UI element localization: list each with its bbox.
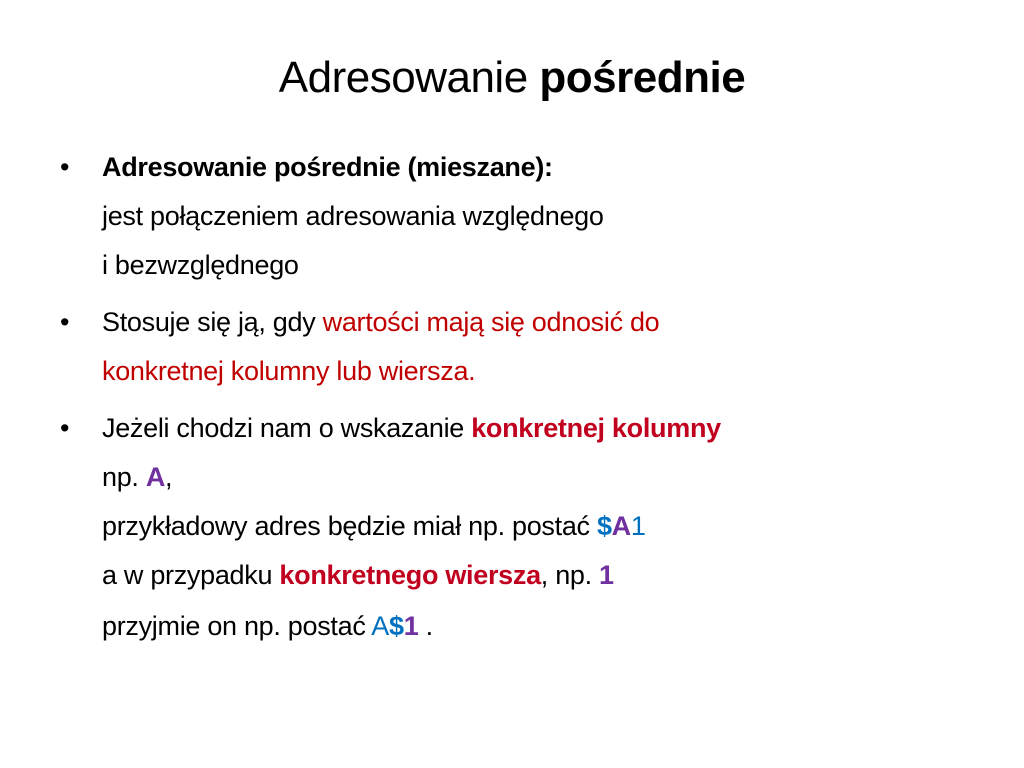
slide-content — [60, 143, 970, 661]
plain-text: , — [165, 462, 173, 492]
plain-text: a w przypadku — [102, 560, 280, 590]
bullet-text-line — [102, 502, 970, 551]
bullet-text: jest połączeniem adresowania względnego — [102, 201, 604, 231]
highlight-column-text: konkretnej kolumny — [471, 413, 721, 443]
bullet-dot-icon: • — [60, 413, 70, 443]
highlight-text: wartości mają się odnosić do — [322, 307, 660, 337]
address-column: A — [611, 511, 631, 541]
dollar-sign: $ — [388, 611, 404, 641]
address-row: 1 — [630, 511, 646, 541]
bullet-text-line — [102, 298, 970, 347]
bullet-dot-icon: • — [60, 152, 70, 182]
row-number: 1 — [599, 560, 614, 590]
address-column: A — [371, 611, 389, 641]
title-bold: pośrednie — [539, 53, 746, 102]
plain-text: przykładowy adres będzie miał np. postać — [102, 511, 597, 541]
plain-text: Stosuje się ją, gdy — [102, 307, 323, 337]
slide-title — [0, 48, 1024, 108]
bullet-text-line — [102, 404, 970, 453]
dollar-sign: $ — [596, 511, 612, 541]
highlight-text: konkretnej kolumny lub wiersza. — [102, 356, 476, 386]
bullet-text-line — [102, 600, 970, 653]
plain-text: , np. — [540, 560, 600, 590]
title-normal: Adresowanie — [278, 53, 540, 102]
bullet-item-example — [60, 404, 970, 653]
bullet-item-definition — [60, 143, 970, 290]
plain-text: . — [418, 611, 433, 641]
address-row: 1 — [403, 611, 419, 641]
bullet-text-line — [102, 453, 970, 502]
plain-text: przyjmie on np. postać — [102, 611, 372, 641]
bullet-text-line — [102, 551, 970, 600]
bullet-heading: Adresowanie pośrednie (mieszane): — [102, 152, 553, 182]
plain-text: Jeżeli chodzi nam o wskazanie — [102, 413, 472, 443]
bullet-dot-icon: • — [60, 307, 70, 337]
highlight-row-text: konkretnego wiersza — [279, 560, 541, 590]
plain-text: np. — [102, 462, 146, 492]
column-letter: A — [145, 462, 166, 492]
bullet-item-usage — [60, 298, 970, 396]
bullet-text: i bezwzględnego — [102, 250, 299, 280]
